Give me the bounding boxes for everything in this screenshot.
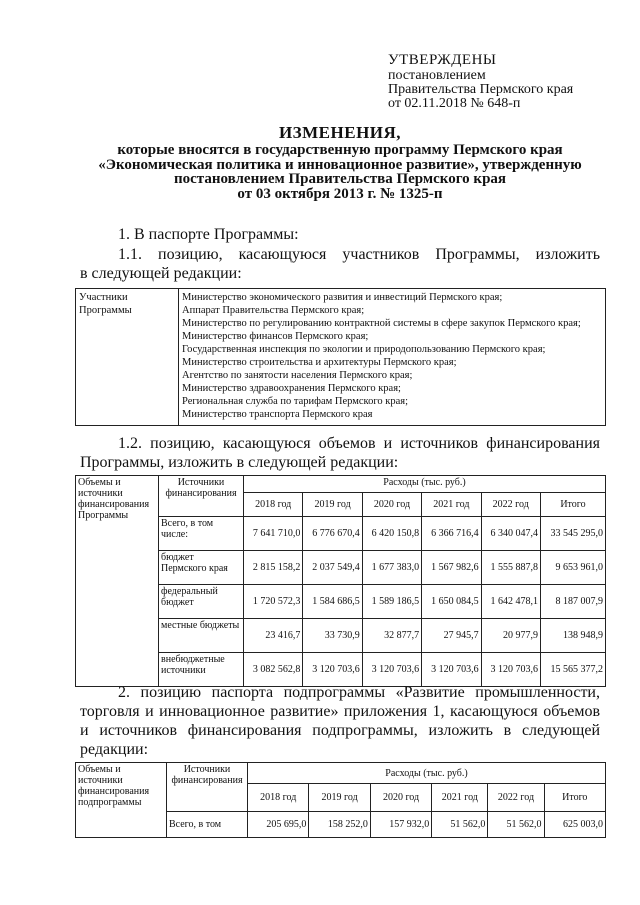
value-cell: 32 877,7: [362, 619, 421, 653]
section-1-1-line-1: 1.1. позицию, касающуюся участников Программы, изложить: [118, 246, 600, 263]
value-cell: 3 120 703,6: [481, 653, 540, 687]
year-header: 2022 год: [488, 784, 544, 812]
finance-table: [75, 475, 606, 687]
year-header: 2021 год: [422, 493, 481, 517]
value-cell: 33 730,9: [303, 619, 362, 653]
section-1-title: 1. В паспорте Программы:: [118, 226, 299, 243]
participant-item: Министерство здравоохранения Пермского края;: [182, 383, 401, 394]
heading-line-3: постановлением Правительства Пермского края: [173, 171, 507, 187]
value-cell: 6 340 047,4: [481, 517, 540, 551]
section-2-line-2: торговля и инновационное развитие» приложения 1, касающуюся объемов: [80, 703, 600, 720]
year-header: 2018 год: [248, 784, 309, 812]
value-cell: 3 120 703,6: [422, 653, 481, 687]
value-cell: 3 082 562,8: [244, 653, 303, 687]
value-cell: 158 252,0: [309, 812, 370, 838]
value-cell: 3 120 703,6: [362, 653, 421, 687]
finance-table-expenses: Расходы (тыс. руб.): [244, 476, 606, 493]
value-cell: 1 677 383,0: [362, 551, 421, 585]
source-cell: местные бюджеты: [159, 619, 244, 653]
participant-item: Министерство по регулированию контрактной системы в сфере закупок Пермского края;: [182, 318, 581, 329]
source-cell: внебюджетные источники: [159, 653, 244, 687]
value-cell: 33 545 295,0: [540, 517, 605, 551]
year-header: 2021 год: [432, 784, 488, 812]
value-cell: 27 945,7: [422, 619, 481, 653]
year-header: 2019 год: [303, 493, 362, 517]
subprogram-table: [75, 762, 606, 838]
value-cell: 3 120 703,6: [303, 653, 362, 687]
value-cell: 6 366 716,4: [422, 517, 481, 551]
document-title: ИЗМЕНЕНИЯ,: [278, 123, 402, 142]
participant-item: Региональная служба по тарифам Пермского края;: [182, 396, 409, 407]
finance-table-col2: Источники финансирования: [159, 476, 244, 517]
subprogram-table-col1: Объемы и источники финансирования подпрограммы: [76, 763, 167, 838]
value-cell: 2 037 549,4: [303, 551, 362, 585]
year-header: Итого: [540, 493, 605, 517]
year-header: 2020 год: [362, 493, 421, 517]
approval-title: УТВЕРЖДЕНЫ: [388, 52, 497, 68]
value-cell: 51 562,0: [432, 812, 488, 838]
value-cell: 23 416,7: [244, 619, 303, 653]
value-cell: 7 641 710,0: [244, 517, 303, 551]
section-1-1-line-2: в следующей редакции:: [80, 265, 242, 282]
value-cell: 1 642 478,1: [481, 585, 540, 619]
approval-line-3: от 02.11.2018 № 648-п: [388, 96, 521, 111]
value-cell: 20 977,9: [481, 619, 540, 653]
value-cell: 51 562,0: [488, 812, 544, 838]
source-cell: Всего, в том: [167, 812, 248, 838]
finance-table-col1: Объемы и источники финансирования Программы: [76, 476, 159, 687]
year-header: 2022 год: [481, 493, 540, 517]
source-cell: бюджет Пермского края: [159, 551, 244, 585]
value-cell: 6 776 670,4: [303, 517, 362, 551]
value-cell: 157 932,0: [370, 812, 431, 838]
participant-item: Агентство по занятости населения Пермского края;: [182, 370, 413, 381]
participants-list: [179, 289, 606, 426]
heading-line-2: «Экономическая политика и инновационное развитие», утвержденную: [98, 156, 582, 173]
participant-item: Аппарат Правительства Пермского края;: [182, 305, 365, 316]
participant-item: Министерство финансов Пермского края;: [182, 331, 369, 342]
participant-item: Министерство экономического развития и инвестиций Пермского края;: [182, 292, 503, 303]
heading-line-1: которые вносятся в государственную программу Пермского края: [117, 142, 563, 158]
section-1-2-line-2: Программы, изложить в следующей редакции:: [80, 454, 399, 471]
year-header: Итого: [544, 784, 605, 812]
participants-label: Участники Программы: [76, 289, 179, 426]
participant-item: Государственная инспекция по экологии и природопользованию Пермского края;: [182, 344, 546, 355]
approval-block: [388, 52, 628, 111]
value-cell: 8 187 007,9: [540, 585, 605, 619]
value-cell: 1 720 572,3: [244, 585, 303, 619]
year-header: 2018 год: [244, 493, 303, 517]
approval-line-1: постановлением: [388, 68, 486, 83]
participants-table: [75, 288, 606, 426]
subprogram-table-expenses: Расходы (тыс. руб.): [248, 763, 606, 784]
source-cell: федеральный бюджет: [159, 585, 244, 619]
year-header: 2020 год: [370, 784, 431, 812]
value-cell: 2 815 158,2: [244, 551, 303, 585]
value-cell: 205 695,0: [248, 812, 309, 838]
value-cell: 9 653 961,0: [540, 551, 605, 585]
approval-line-2: Правительства Пермского края: [388, 82, 574, 97]
value-cell: 15 565 377,2: [540, 653, 605, 687]
source-cell: Всего, в том числе:: [159, 517, 244, 551]
participant-item: Министерство строительства и архитектуры Пермского края;: [182, 357, 457, 368]
year-header: 2019 год: [309, 784, 370, 812]
value-cell: 6 420 150,8: [362, 517, 421, 551]
value-cell: 1 589 186,5: [362, 585, 421, 619]
value-cell: 1 555 887,8: [481, 551, 540, 585]
value-cell: 1 567 982,6: [422, 551, 481, 585]
value-cell: 625 003,0: [544, 812, 605, 838]
value-cell: 1 650 084,5: [422, 585, 481, 619]
heading-line-4: от 03 октября 2013 г. № 1325-п: [237, 185, 443, 202]
participant-item: Министерство транспорта Пермского края: [182, 409, 373, 420]
subprogram-table-col2: Источники финансирования: [167, 763, 248, 812]
section-2-line-4: редакции:: [80, 741, 149, 758]
document-heading: [60, 123, 620, 201]
section-2-line-3: и источников финансирования подпрограммы, изложить в следующей: [80, 722, 600, 739]
value-cell: 1 584 686,5: [303, 585, 362, 619]
section-1-2-line-1: 1.2. позицию, касающуюся объемов и источников финансирования: [118, 435, 600, 452]
section-2-line-1: 2. позицию паспорта подпрограммы «Развитие промышленности,: [118, 684, 600, 701]
value-cell: 138 948,9: [540, 619, 605, 653]
